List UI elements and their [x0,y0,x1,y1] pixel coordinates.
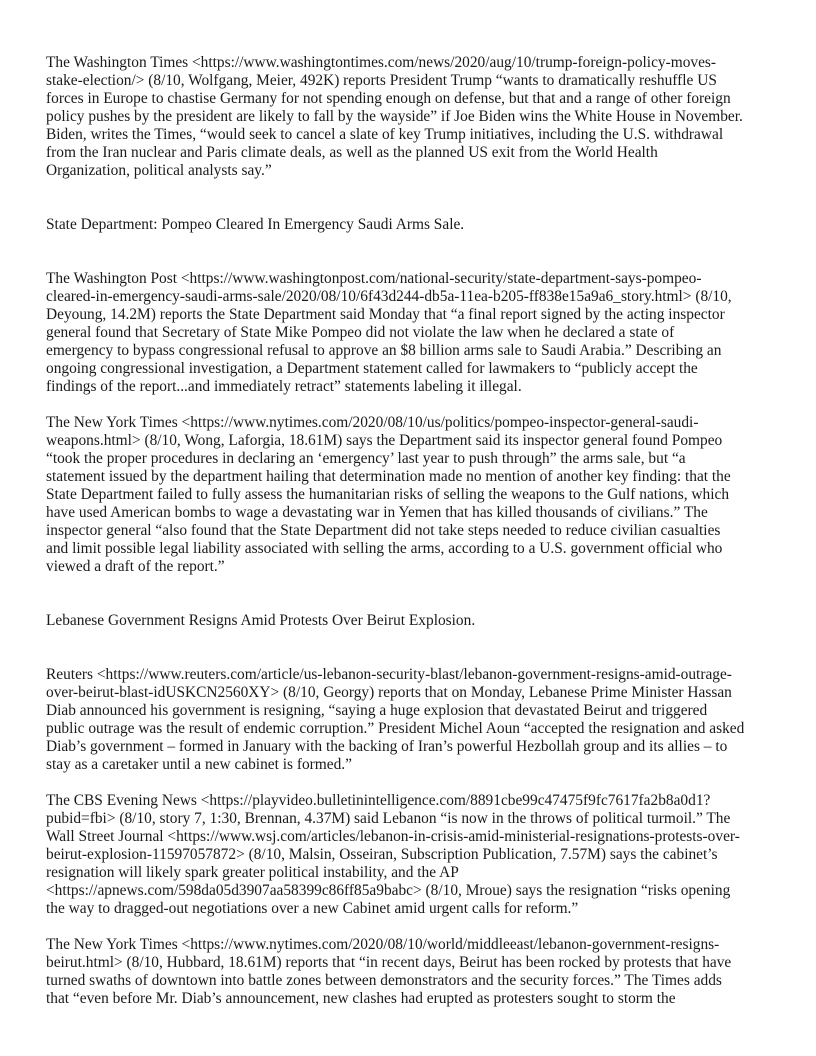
text-line: beirut.html> (8/10, Hubbard, 18.61M) reports that “in recent days, Beirut has been rocked by protests that have [46,954,732,971]
text-line: stay as a caretaker until a new cabinet is formed.” [46,756,352,773]
text-line: and limit possible legal liability associated with selling the arms, according to a U.S. government official who [46,540,723,557]
spacer [46,234,784,270]
heading-text: State Department: Pompeo Cleared In Emergency Saudi Arms Sale. [46,216,465,233]
text-line: The Washington Post <https://www.washingtonpost.com/national-security/state-department-says-pompeo- [46,270,702,287]
text-line: that “even before Mr. Diab’s announcement, new clashes had erupted as protesters sought to storm the [46,990,676,1007]
text-line: the way to dragged-out negotiations over a new Cabinet amid urgent calls for reform.” [46,900,579,917]
section-heading [46,216,784,234]
text-line: pubid=fbi> (8/10, story 7, 1:30, Brennan, 4.37M) said Lebanon “is now in the throws of political turmoil.” The [46,810,731,827]
document-page [46,54,784,1026]
text-line: “took the proper procedures in declaring an ‘emergency’ last year to push through” the arms sale, but “a [46,450,686,467]
text-line: State Department failed to fully assess the humanitarian risks of selling the weapons to the Gulf nations, which [46,486,730,503]
text-line: emergency to bypass congressional refusal to approve an $8 billion arms sale to Saudi Arabia.” Describing an [46,342,722,359]
text-line: from the Iran nuclear and Paris climate deals, as well as the planned US exit from the World Health [46,144,658,161]
text-line: Biden, writes the Times, “would seek to cancel a slate of key Trump initiatives, including the U.S. withdrawal [46,126,724,143]
article-paragraph [46,666,784,774]
text-line: Diab announced his government is resigning, “saying a huge explosion that devastated Beirut and triggered [46,702,708,719]
text-line: public outrage was the result of endemic corruption.” President Michel Aoun “accepted the resignation and asked [46,720,745,737]
spacer [46,630,784,666]
article-paragraph [46,54,784,180]
text-line: forces in Europe to chastise Germany for not spending enough on defense, but that and a range of other foreign [46,90,731,107]
text-line: viewed a draft of the report.” [46,558,225,575]
text-line: Reuters <https://www.reuters.com/article/us-lebanon-security-blast/lebanon-government-resigns-amid-outrage- [46,666,732,683]
text-line: turned swaths of downtown into battle zones between demonstrators and the security forces.” The Times adds [46,972,722,989]
text-line: resignation will likely spark greater political instability, and the AP [46,864,459,881]
text-line: general found that Secretary of State Mike Pompeo did not violate the law when he declared a state of [46,324,675,341]
article-paragraph [46,936,784,1008]
text-line: policy pushes by the president are likely to fall by the wayside” if Joe Biden wins the White House in November. [46,108,743,125]
text-line: <https://apnews.com/598da05d3907aa58399c86ff85a9babc> (8/10, Mroue) says the resignation “risks opening [46,882,731,899]
text-line: The Washington Times <https://www.washingtontimes.com/news/2020/aug/10/trump-foreign-policy-moves- [46,54,717,71]
text-line: The New York Times <https://www.nytimes.com/2020/08/10/world/middleeast/lebanon-government-resigns- [46,936,720,953]
text-line: weapons.html> (8/10, Wong, Laforgia, 18.61M) says the Department said its inspector general found Pompeo [46,432,723,449]
text-line: stake-election/> (8/10, Wolfgang, Meier, 492K) reports President Trump “wants to dramatically reshuffle US [46,72,717,89]
text-line: cleared-in-emergency-saudi-arms-sale/2020/08/10/6f43d244-db5a-11ea-b205-ff838e15a9a6_story.html> (8/10, [46,288,732,305]
heading-text: Lebanese Government Resigns Amid Protests Over Beirut Explosion. [46,612,476,629]
text-line: statement issued by the department hailing that determination made no mention of another key finding: that the [46,468,731,485]
text-line: inspector general “also found that the State Department did not take steps needed to reduce civilian casualties [46,522,721,539]
text-line: The CBS Evening News <https://playvideo.bulletinintelligence.com/8891cbe99c47475f9fc7617fa2b8a0d1? [46,792,711,809]
text-line: Diab’s government – formed in January with the backing of Iran’s powerful Hezbollah group and its allies – to [46,738,728,755]
text-line: ongoing congressional investigation, a Department statement called for lawmakers to “publicly accept the [46,360,698,377]
section-heading [46,612,784,630]
spacer [46,198,784,216]
text-line: Deyoung, 14.2M) reports the State Department said Monday that “a final report signed by the acting inspector [46,306,725,323]
text-line: findings of the report...and immediately retract” statements labeling it illegal. [46,378,522,395]
text-line: The New York Times <https://www.nytimes.com/2020/08/10/us/politics/pompeo-inspector-general-saudi- [46,414,699,431]
text-line: have used American bombs to wage a devastating war in Yemen that has killed thousands of civilians.” The [46,504,708,521]
article-paragraph [46,792,784,918]
text-line: over-beirut-blast-idUSKCN2560XY> (8/10, Georgy) reports that on Monday, Lebanese Prime Minister Hassan [46,684,732,701]
spacer [46,594,784,612]
article-paragraph [46,270,784,396]
article-paragraph [46,414,784,576]
text-line: Organization, political analysts say.” [46,162,272,179]
text-line: Wall Street Journal <https://www.wsj.com/articles/lebanon-in-crisis-amid-ministerial-resignations-protests-over- [46,828,740,845]
text-line: beirut-explosion-11597057872> (8/10, Malsin, Osseiran, Subscription Publication, 7.57M) says the cabinet’s [46,846,718,863]
